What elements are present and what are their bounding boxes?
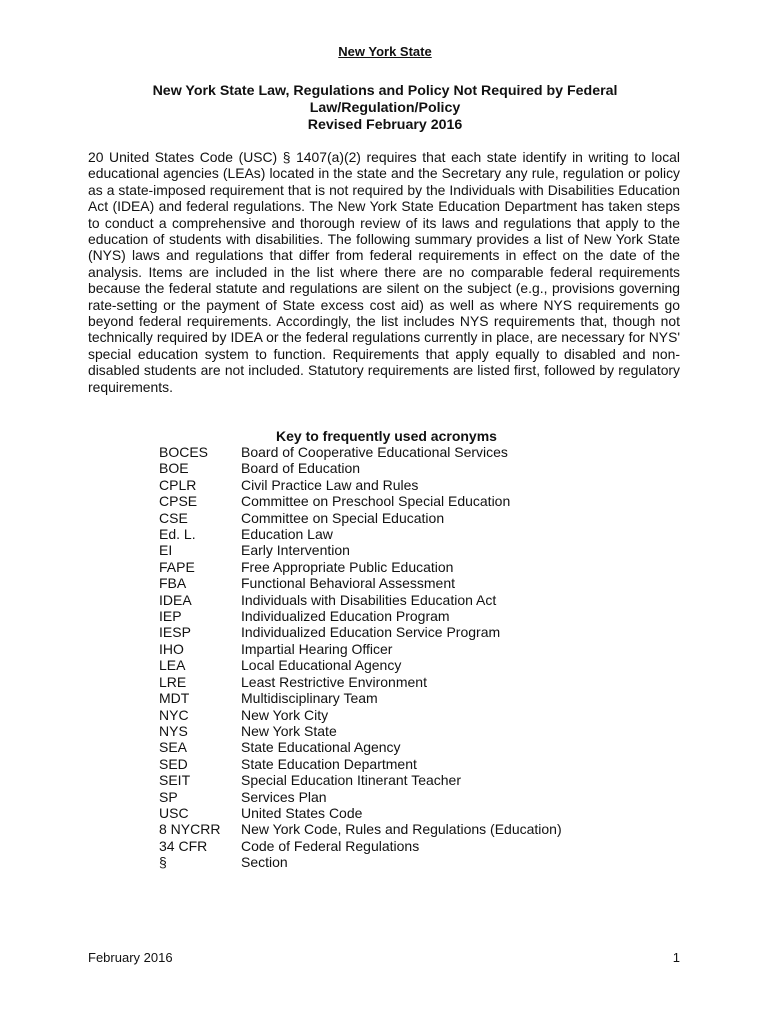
- title-line-3: Revised February 2016: [307, 117, 463, 133]
- acronym-row: [159, 707, 629, 723]
- acronym-abbreviation: BOE: [159, 460, 189, 477]
- acronym-row: [159, 641, 629, 657]
- acronym-definition: Education Law: [241, 526, 333, 543]
- acronym-abbreviation: MDT: [159, 690, 190, 707]
- acronym-row: [159, 838, 629, 854]
- acronym-row: [159, 789, 629, 805]
- acronym-definition: Individuals with Disabilities Education Act: [241, 591, 497, 608]
- acronym-row: [159, 542, 629, 558]
- title-line-1: New York State Law, Regulations and Policy Not Required by Federal: [152, 83, 618, 99]
- acronym-abbreviation: CPSE: [159, 493, 198, 510]
- acronym-list: [159, 444, 629, 871]
- acronym-row: [159, 526, 629, 542]
- acronym-row: [159, 657, 629, 673]
- acronym-abbreviation: 34 CFR: [159, 837, 208, 854]
- acronym-row: [159, 854, 629, 870]
- acronym-abbreviation: CSE: [159, 509, 188, 526]
- acronym-abbreviation: SED: [159, 755, 188, 772]
- acronym-row: [159, 477, 629, 493]
- acronym-definition: New York City: [241, 706, 329, 723]
- intro-paragraph: 20 United States Code (USC) § 1407(a)(2) requires that each state identify in writing to local educational agencies (LEAs) located in the state and the Secretary any rule, regulation or policy as a state-imposed requirement that is not required by the Individuals with Disabilities Education Act (IDEA) and federal regulations. The New York State Education Department has taken steps to conduct a comprehensive and thorough review of its laws and regulations that apply to the education of students with disabilities. The following summary provides a list of New York State (NYS) laws and regulations that differ from federal requirements in effect on the date of the analysis. Items are included in the list where there are no comparable federal requirements because the federal statute and regulations are silent on the subject (e.g., provisions governing rate-setting or the payment of State excess cost aid) as well as where NYS requirements go beyond federal requirements. Accordingly, the list includes NYS requirements that, though not technically required by IDEA or the federal regulations currently in place, are necessary for NYS' special education system to function. Requirements that apply equally to disabled and non-disabled students are not included. Statutory requirements are listed first, followed by regulatory requirements.: [88, 149, 680, 395]
- acronym-definition: New York State: [241, 722, 337, 739]
- acronym-key-heading: Key to frequently used acronyms: [276, 428, 497, 444]
- acronym-definition: Free Appropriate Public Education: [241, 558, 454, 575]
- acronym-definition: Local Educational Agency: [241, 657, 402, 674]
- acronym-row: [159, 723, 629, 739]
- acronym-row: [159, 739, 629, 755]
- acronym-row: [159, 821, 629, 837]
- acronym-row: [159, 805, 629, 821]
- acronym-definition: State Education Department: [241, 755, 417, 772]
- acronym-definition: Multidisciplinary Team: [241, 690, 378, 707]
- acronym-definition: Board of Education: [241, 460, 361, 477]
- acronym-row: [159, 674, 629, 690]
- acronym-definition: Committee on Special Education: [241, 509, 445, 526]
- acronym-definition: Code of Federal Regulations: [241, 837, 420, 854]
- acronym-definition: Functional Behavioral Assessment: [241, 575, 455, 592]
- acronym-row: [159, 575, 629, 591]
- acronym-definition: Civil Practice Law and Rules: [241, 476, 419, 493]
- acronym-abbreviation: LEA: [159, 657, 186, 674]
- acronym-definition: New York Code, Rules and Regulations (Education): [241, 821, 562, 838]
- acronym-definition: Impartial Hearing Officer: [241, 640, 393, 657]
- acronym-definition: Committee on Preschool Special Education: [241, 493, 511, 510]
- acronym-abbreviation: NYS: [159, 722, 188, 739]
- acronym-definition: Board of Cooperative Educational Services: [241, 444, 508, 460]
- acronym-definition: United States Code: [241, 804, 363, 821]
- acronym-abbreviation: IEP: [159, 608, 182, 625]
- acronym-definition: Least Restrictive Environment: [241, 673, 427, 690]
- title-line-2: Law/Regulation/Policy: [309, 100, 461, 116]
- acronym-abbreviation: NYC: [159, 706, 189, 723]
- acronym-row: [159, 608, 629, 624]
- acronym-abbreviation: USC: [159, 804, 189, 821]
- acronym-abbreviation: IDEA: [159, 591, 192, 608]
- acronym-row: [159, 772, 629, 788]
- footer-date: February 2016: [88, 950, 173, 965]
- acronym-row: [159, 460, 629, 476]
- acronym-abbreviation: §: [159, 854, 167, 871]
- header-state: New York State: [338, 44, 432, 59]
- acronym-definition: State Educational Agency: [241, 739, 401, 756]
- acronym-abbreviation: EI: [159, 542, 173, 559]
- acronym-row: [159, 559, 629, 575]
- acronym-abbreviation: Ed. L.: [159, 526, 196, 543]
- acronym-abbreviation: IESP: [159, 624, 191, 641]
- acronym-abbreviation: SEIT: [159, 772, 191, 789]
- acronym-definition: Early Intervention: [241, 542, 350, 559]
- acronym-abbreviation: SEA: [159, 739, 188, 756]
- acronym-abbreviation: 8 NYCRR: [159, 821, 221, 838]
- acronym-definition: Section: [241, 854, 288, 871]
- acronym-row: [159, 510, 629, 526]
- acronym-definition: Services Plan: [241, 788, 327, 805]
- acronym-definition: Individualized Education Program: [241, 608, 450, 625]
- acronym-abbreviation: FAPE: [159, 558, 195, 575]
- acronym-row: [159, 690, 629, 706]
- acronym-row: [159, 444, 629, 460]
- acronym-abbreviation: LRE: [159, 673, 187, 690]
- acronym-abbreviation: IHO: [159, 640, 184, 657]
- acronym-abbreviation: CPLR: [159, 476, 197, 493]
- acronym-abbreviation: SP: [159, 788, 178, 805]
- acronym-definition: Special Education Itinerant Teacher: [241, 772, 461, 789]
- acronym-row: [159, 624, 629, 640]
- footer-page-number: 1: [672, 950, 680, 965]
- acronym-row: [159, 493, 629, 509]
- acronym-abbreviation: FBA: [159, 575, 187, 592]
- acronym-row: [159, 756, 629, 772]
- document-title: [120, 83, 650, 134]
- acronym-definition: Individualized Education Service Program: [241, 624, 501, 641]
- acronym-abbreviation: BOCES: [159, 444, 209, 460]
- acronym-row: [159, 592, 629, 608]
